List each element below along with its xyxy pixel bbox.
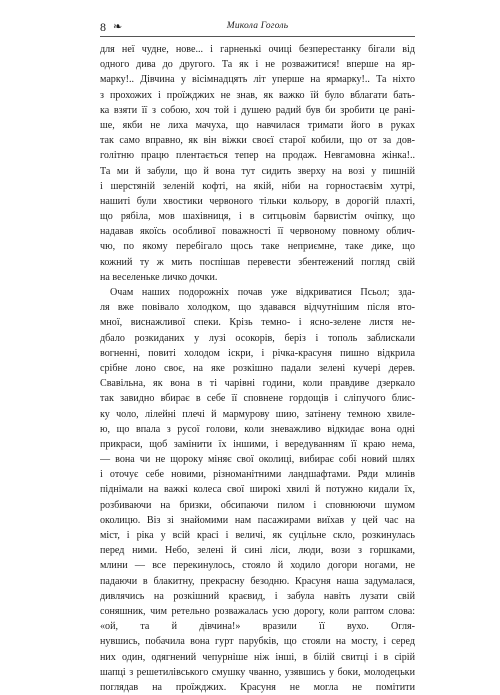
text-line: піднімали на важкі колеса свої широкі хвилі й потужно кидали їх, (100, 484, 415, 496)
text-line: ка взяти її з собою, хоч той і душею радий був би зробити це рані- (100, 104, 415, 116)
text-line: голітню працю плентається тепер на продаж. Невгамовна жінка!.. (100, 150, 415, 162)
text-line: — вона чи не щороку міняє свої околиці, вибирає собі новий шлях (100, 454, 415, 466)
text-line: так само вправно, як він віжки своєї старої кобили, що от за дов- (100, 135, 415, 147)
text-line: міст, і ріка у всій красі і величі, як суцільне скло, розкинулась (100, 530, 415, 541)
text-line: прикраси, щоб замінити їх іншими, і вередуванням її краю нема, (100, 438, 415, 450)
page-header (100, 20, 415, 37)
text-line: шапці з решетилівського смушку чванно, узявшись у боки, молодецьки (100, 666, 415, 678)
text-line: дивлячись на розкішний краєвид, і забула навіть лузати свій (100, 590, 415, 602)
text-line: так завидно вбирає в себе її сповнене гордощів і сліпучого блис- (100, 393, 415, 405)
running-title: Микола Гоголь (226, 21, 289, 31)
text-line: розбиваючи на бризки, обсипаючи пилом і сповнюючи шумом (100, 499, 415, 511)
text-line: соняшник, чим ретельно розважалась усю дорогу, коли раптом слова: (100, 605, 415, 617)
text-line: Та ми й забули, що й вона тут сидить зверху на возі у пишній (100, 165, 415, 177)
text-line: Свавільна, як вона в ті чарівні години, коли правдиве дзеркало (100, 378, 415, 390)
text-line: Очам наших подорожніх почав уже відкриватися Псьол; зда- (110, 287, 415, 298)
text-line: ю, що впала з русої голови, коли зневажливо відкидає вона одні (100, 423, 415, 435)
text-line: для неї чудне, нове... і гарненькі очиці безперестанку бігали від (100, 44, 415, 55)
text-line: них один, одягнений чепурніше ніж інші, в білій свитці і в сірій (100, 651, 415, 663)
text-line: перед ними. Небо, зелені й сині ліси, люди, вози з горшками, (100, 545, 415, 557)
text-line: що рябіла, мов шахівниця, і в ситцьовім барвистім очіпку, що (100, 211, 415, 223)
text-line: кожний ту ж мить поспішав перевести збентежений погляд свій (100, 256, 415, 268)
text-line: дбало розкиданих у лузі осокорів, беріз і тополь заблискали (100, 332, 415, 344)
text-line: надавав якоїсь особливої поважності її червоному повному облич- (100, 226, 415, 238)
text-line: поглядав на проїжджих. Красуня не могла не помітити (100, 681, 415, 693)
text-line: з прохожих і проїжджих не знав, як важко їй було вблагати бать- (100, 89, 415, 101)
text-line: одного дива до другого. Та як і не розважитися! вперше на яр- (100, 59, 415, 71)
text-line: вогненні, повиті холодом іскри, і річка-красуня пишно відкрила (100, 347, 415, 359)
text-line: на веселеньке личко дочки. (100, 271, 218, 283)
text-line: «ой, та й дівчина!» вразили її вухо. Огля- (100, 621, 415, 633)
page-number: 8 (100, 20, 106, 34)
text-line: мної, виснажливої спеки. Крізь темно- і ясно-зелене листя не- (100, 317, 415, 329)
text-line: і шерстяній зеленій кофті, на якій, ніби на горностаєвім хутрі, (100, 180, 415, 192)
ornament-icon: ❧ (113, 21, 123, 33)
text-line: околицю. Віз зі знайомими нам пасажирами виїхав у цей час на (100, 514, 415, 526)
text-line: срібне лоно своє, на яке розкішно падали зелені кучері дерев. (100, 362, 415, 374)
text-line: ля вже повівало холодком, що здавався відчутнішим після вто- (100, 302, 415, 314)
text-line: марку!.. Дівчина у вісімнадцять літ уперше на ярмарку!.. Та ніхто (100, 74, 415, 86)
body-text (100, 42, 415, 695)
text-line: нувшись, побачила вона гурт парубків, що стояли на мосту, і серед (100, 636, 415, 648)
text-line: млини — все перекинулось, стояло й ходило догори ногами, не (100, 560, 415, 572)
text-line: нашиті були хвостики червоного тільки кольору, в дорогій плахті, (100, 195, 415, 207)
text-line: ку чоло, лілейні плечі й мармурову шию, затінену темною хвиле- (100, 408, 415, 420)
text-line: ше, якби не лиха мачуха, що навчилася тримати його в руках (100, 119, 415, 131)
text-line: чю, по якому перебігало щось таке неприємне, таке дике, що (100, 241, 415, 253)
text-line: падаючи в блакитну, прекрасну безодню. Красуня наша задумалася, (100, 575, 415, 587)
text-line: і оточує себе новими, різноманітними ландшафтами. Ряди млинів (100, 469, 415, 481)
